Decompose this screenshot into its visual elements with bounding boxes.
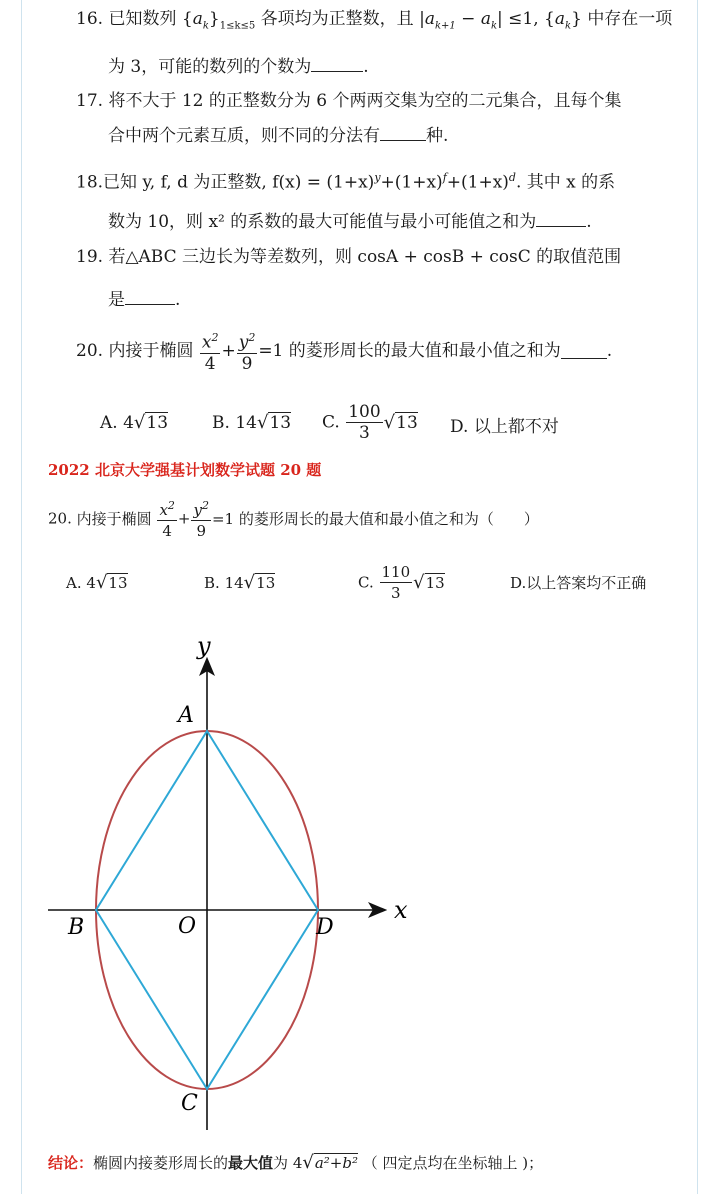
exponent-y: y [374,171,381,184]
options-row-1 [0,402,718,450]
problem-text: 数为 10，则 x² 的系数的最大可能值与最小可能值之和为 [108,212,537,232]
fraction-x-2: $\frac{x^2}{4}$ [157,496,176,541]
fraction-y: $\frac{y^2}{9}$ [237,328,258,374]
conclusion-text-2: 为 4 [273,1154,303,1172]
problem-18-line-1 [76,166,615,195]
problem-number: 18. [76,172,104,193]
problem-16-line-2 [108,55,369,79]
unit-text: 种. [426,126,449,146]
conclusion-text-3: （ 四定点均在坐标轴上 )； [362,1154,544,1172]
option-a[interactable]: A. 4√13 [100,412,169,433]
function-expr-3: +(1+x) [446,172,509,193]
conclusion-radicand: a²+b² [314,1154,358,1172]
period: . [363,57,369,77]
answer-blank[interactable] [561,342,607,359]
problem-text: 为 3，可能的数列的个数为 [108,57,312,77]
sequence-notation: $\{a_k\}_{1\le k\le 5}$ [181,9,256,32]
problem-16-line-1 [76,7,672,38]
option-c-2[interactable]: C. $\frac{110}{3}$ √13 [358,563,445,602]
option-b-2[interactable]: B. 14√13 [204,572,276,593]
fraction-x: $\frac{x^2}{4}$ [200,328,221,374]
problem-number: 20. [76,340,104,361]
problem-text: 各项均为正整数，且 [260,9,414,29]
problem-text: 若△ABC 三边长为等差数列，则 cosA + cosB + cosC 的取值范围 [108,247,622,267]
problem-number: 19. [76,247,104,267]
problem-17-line-2 [108,124,448,148]
problem-number: 17. [76,91,104,111]
conclusion-label: 结论： [48,1154,94,1172]
answer-blank[interactable] [125,288,175,305]
y-axis-label: y [197,632,211,660]
exponent-f: f [442,171,447,184]
problem-text: =1 的菱形周长的最大值和最小值之和为 [258,340,561,361]
answer-blank[interactable] [536,210,586,227]
sequence-range: 1≤k≤5 [219,20,256,32]
problem-text: 中存在一项 [587,9,673,29]
period: . [606,340,613,361]
period: . [586,212,592,232]
problem-text: ≤1, [508,9,539,29]
vertex-d-label: D [316,915,334,940]
answer-blank[interactable] [380,124,426,141]
conclusion-bold: 最大值 [228,1154,274,1172]
function-expr: f(x) = (1+x) [272,172,375,193]
section-heading: 2022 北京大学强基计划数学试题 20 题 [48,461,322,479]
problem-19-line-2 [108,288,180,312]
problem-text: 已知数列 [108,9,177,29]
option-d[interactable]: D. 以上都不对 [450,417,559,437]
origin-label: O [178,914,197,939]
problem-text: 将不大于 12 的正整数分为 6 个两两交集为空的二元集合，且每个集 [108,91,622,111]
problem-text: 合中两个元素互质，则不同的分法有 [108,126,380,146]
sequence-notation-2: $\{a_k\}$ [544,9,582,32]
vertex-b-label: B [68,915,85,940]
conclusion: 结论：椭圆内接菱形周长的最大值为 4√a²+b² （ 四定点均在坐标轴上 )； [48,1152,544,1173]
problem-text: 已知 y, f, d 为正整数, [103,172,267,193]
abs-diff: $|a_{k+1} - a_k|$ [419,9,503,32]
exponent-d: d [508,171,516,184]
x-axis-label: x [394,896,408,924]
vertex-c-label: C [181,1091,198,1116]
option-c[interactable]: C. $\frac{100}{3}$ √13 [322,402,418,443]
vertex-a-label: A [178,703,194,728]
problem-text: 内接于椭圆 [108,340,194,361]
problem-number: 16. [76,9,104,29]
conclusion-text: 椭圆内接菱形周长的 [93,1154,229,1172]
option-b[interactable]: B. 14√13 [212,412,292,433]
function-expr-2: +(1+x) [380,172,443,193]
problem-19-line-1 [76,245,621,269]
answer-blank[interactable] [311,55,363,72]
problem-20: 20. 内接于椭圆 $\frac{x^2}{4}$ + $\frac{y^2}{9}$ =1 的菱形周长的最大值和最小值之和为 . [76,328,612,374]
period: . [175,290,181,310]
problem-text: . 其中 x 的系 [515,172,616,193]
option-d-2[interactable]: D.以上答案均不正确 [510,574,647,592]
problem-18-line-2 [108,210,592,234]
option-a-2[interactable]: A. 4√13 [66,572,128,593]
ellipse-rhombus-figure [0,610,718,1130]
fraction-y-2: $\frac{y^2}{9}$ [191,496,210,541]
problem-text: 是 [108,290,125,310]
options-row-2 [0,562,718,610]
problem-17-line-1 [76,89,622,113]
problem-20-repeat: 20. 内接于椭圆 $\frac{x^2}{4}$ + $\frac{y^2}{9}$ =1 的菱形周长的最大值和最小值之和为（ ） [48,496,539,541]
